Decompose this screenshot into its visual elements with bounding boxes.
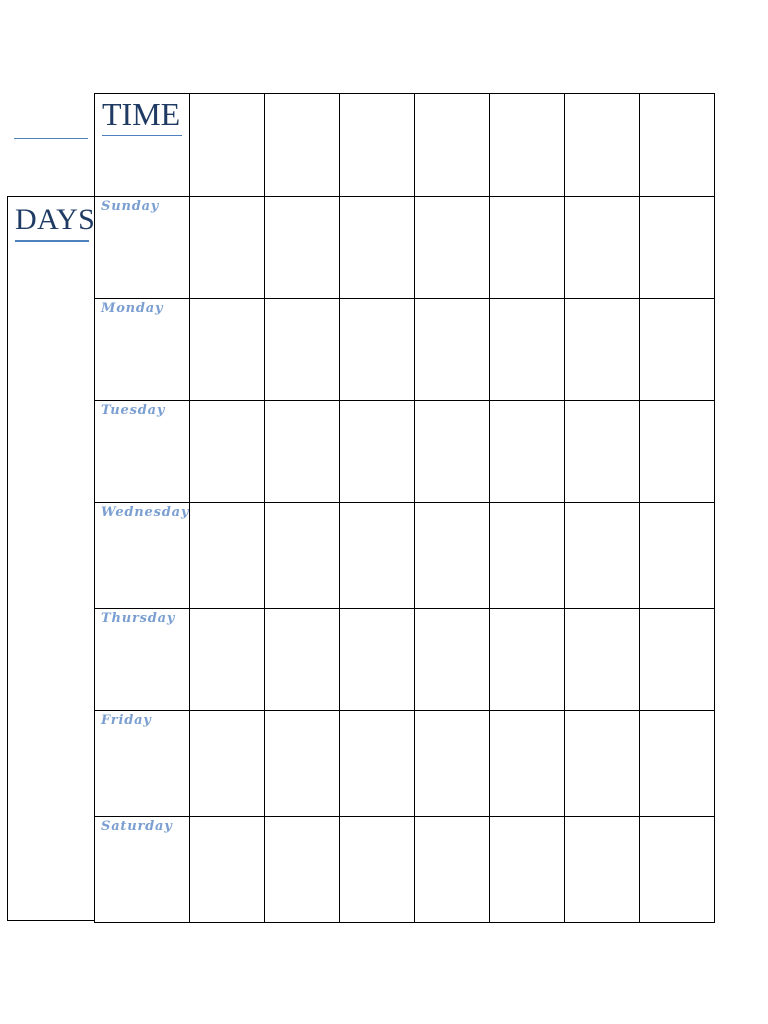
schedule-cell[interactable] — [640, 503, 715, 609]
schedule-cell[interactable] — [265, 299, 340, 401]
schedule-cell[interactable] — [340, 503, 415, 609]
schedule-cell[interactable] — [190, 401, 265, 503]
schedule-cell[interactable] — [415, 609, 490, 711]
schedule-cell[interactable] — [415, 503, 490, 609]
schedule-cell[interactable] — [490, 503, 565, 609]
time-slot-cell[interactable] — [415, 94, 490, 197]
day-row-thursday — [95, 609, 715, 711]
schedule-grid — [94, 93, 715, 923]
schedule-cell[interactable] — [415, 197, 490, 299]
schedule-cell[interactable] — [265, 401, 340, 503]
days-column — [7, 196, 95, 921]
time-slot-cell[interactable] — [190, 94, 265, 197]
schedule-cell[interactable] — [640, 817, 715, 923]
time-slot-cell[interactable] — [490, 94, 565, 197]
time-slot-cell[interactable] — [265, 94, 340, 197]
schedule-cell[interactable] — [640, 197, 715, 299]
schedule-cell[interactable] — [565, 817, 640, 923]
day-label-saturday: Saturday — [101, 819, 173, 834]
schedule-cell[interactable] — [415, 401, 490, 503]
schedule-cell[interactable] — [640, 299, 715, 401]
day-row-monday — [95, 299, 715, 401]
day-cell-friday — [95, 711, 190, 817]
day-label-friday: Friday — [101, 713, 152, 728]
schedule-cell[interactable] — [265, 609, 340, 711]
day-label-wednesday: Wednesday — [101, 505, 190, 520]
schedule-cell[interactable] — [340, 299, 415, 401]
day-cell-wednesday — [95, 503, 190, 609]
day-label-thursday: Thursday — [101, 611, 176, 626]
day-row-friday — [95, 711, 715, 817]
schedule-cell[interactable] — [340, 197, 415, 299]
schedule-cell[interactable] — [340, 711, 415, 817]
time-slot-cell[interactable] — [340, 94, 415, 197]
schedule-cell[interactable] — [490, 197, 565, 299]
time-heading: TIME — [102, 96, 182, 136]
time-header-row — [95, 94, 715, 197]
day-cell-sunday — [95, 197, 190, 299]
schedule-cell[interactable] — [640, 609, 715, 711]
day-row-wednesday — [95, 503, 715, 609]
schedule-cell[interactable] — [265, 197, 340, 299]
schedule-cell[interactable] — [565, 197, 640, 299]
schedule-cell[interactable] — [265, 503, 340, 609]
day-row-saturday — [95, 817, 715, 923]
day-row-sunday — [95, 197, 715, 299]
schedule-cell[interactable] — [190, 197, 265, 299]
schedule-cell[interactable] — [640, 401, 715, 503]
day-label-sunday: Sunday — [101, 199, 160, 214]
schedule-cell[interactable] — [190, 299, 265, 401]
schedule-cell[interactable] — [565, 609, 640, 711]
schedule-cell[interactable] — [490, 401, 565, 503]
schedule-cell[interactable] — [265, 817, 340, 923]
schedule-cell[interactable] — [490, 817, 565, 923]
blank-heading-rule — [14, 138, 88, 139]
days-heading: DAYS — [15, 203, 96, 236]
schedule-cell[interactable] — [490, 609, 565, 711]
days-heading-underline — [15, 240, 89, 242]
day-row-tuesday — [95, 401, 715, 503]
schedule-cell[interactable] — [490, 299, 565, 401]
time-slot-cell[interactable] — [640, 94, 715, 197]
schedule-cell[interactable] — [415, 299, 490, 401]
schedule-cell[interactable] — [415, 711, 490, 817]
schedule-cell[interactable] — [340, 401, 415, 503]
day-label-tuesday: Tuesday — [101, 403, 166, 418]
schedule-cell[interactable] — [190, 711, 265, 817]
day-cell-thursday — [95, 609, 190, 711]
schedule-cell[interactable] — [190, 609, 265, 711]
day-cell-tuesday — [95, 401, 190, 503]
schedule-cell[interactable] — [565, 503, 640, 609]
schedule-cell[interactable] — [190, 503, 265, 609]
schedule-cell[interactable] — [190, 817, 265, 923]
schedule-cell[interactable] — [415, 817, 490, 923]
schedule-cell[interactable] — [565, 299, 640, 401]
schedule-cell[interactable] — [490, 711, 565, 817]
schedule-cell[interactable] — [565, 401, 640, 503]
schedule-cell[interactable] — [340, 609, 415, 711]
schedule-cell[interactable] — [265, 711, 340, 817]
schedule-cell[interactable] — [340, 817, 415, 923]
day-cell-saturday — [95, 817, 190, 923]
schedule-cell[interactable] — [640, 711, 715, 817]
time-slot-cell[interactable] — [565, 94, 640, 197]
schedule-cell[interactable] — [565, 711, 640, 817]
time-header-cell — [95, 94, 190, 197]
day-label-monday: Monday — [101, 301, 164, 316]
day-cell-monday — [95, 299, 190, 401]
